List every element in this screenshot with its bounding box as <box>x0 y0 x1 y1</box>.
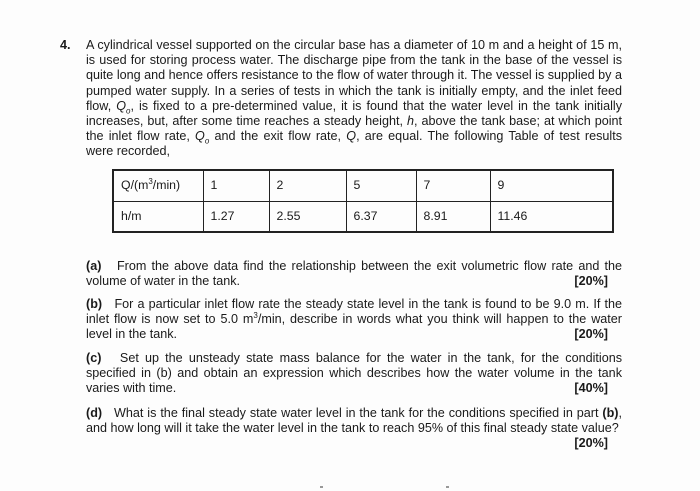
part-a <box>86 259 622 289</box>
table-cell: 7 <box>416 170 490 201</box>
row-label-flow: $Q/(m^3/\min)$ <box>113 170 203 201</box>
part-d-label: (d) <box>86 406 103 420</box>
test-results-table <box>112 169 614 233</box>
page-mark <box>320 486 323 488</box>
table-cell: 1.27 <box>203 201 269 232</box>
question-number: 4. <box>60 38 71 52</box>
table-cell: 2 <box>269 170 346 201</box>
question-intro: A cylindrical vessel supported on the circular base has a diameter of 10 m and a height of 15 m, is used for storing process water. The discharge pipe from the tank in the base of the vessel is quite long and hence offers resistance to the flow of water through it. The vessel is supplied by a pumped water supply. In a series of tests in which the tank is initially empty, and the inlet feed flow, $Q_o$, is fixed to a pre-determined value, it is found that the water level in the tank initially increases, but, after some time reaches a steady height, h, above the tank base; at which point the inlet flow rate, $Q_o$ and the exit flow rate, Q, are equal. The following Table of test results were recorded, <box>86 38 623 159</box>
part-c-label: (c) <box>86 351 102 365</box>
table-cell: 5 <box>346 170 416 201</box>
part-b-marks: [20%] <box>574 327 608 342</box>
part-c <box>86 351 622 397</box>
table-cell: 1 <box>203 170 269 201</box>
part-a-text: From the above data find the relationship between the exit volumetric flow rate and the volume of water in the tank. <box>86 259 623 289</box>
part-b-label: (b) <box>86 297 103 311</box>
part-c-marks: [40%] <box>574 381 608 396</box>
inlet-flow-symbol-2: $Q_o$ <box>195 129 210 146</box>
table-cell: 2.55 <box>269 201 346 232</box>
part-d-marks: [20%] <box>574 436 608 451</box>
part-c-text: Set up the unsteady state mass balance for the water in the tank, for the conditions specified in (b) and obtain an expression which describes how the water volume in the tank varies with time. <box>86 351 623 396</box>
part-b-text: For a particular inlet flow rate the steady state level in the tank is found to be 9.0 m. If the inlet flow is now set to 5.0 $m^3/\min$, describe in words what you think will happen to the water level in the tank. <box>86 297 622 342</box>
inlet-flow-symbol: $Q_o$ <box>116 98 131 116</box>
row-label-height: h/m <box>113 201 203 232</box>
table-cell: 9 <box>490 170 613 201</box>
part-a-label: (a) <box>86 259 102 273</box>
part-a-marks: [20%] <box>574 274 608 289</box>
height-symbol: h <box>407 114 415 129</box>
table-cell: 11.46 <box>490 201 613 232</box>
part-d-text: What is the final steady state water level in the tank for the conditions specified in part (b), and how long will it take the water level in the tank to reach 95% of this final steady state value? <box>86 406 623 436</box>
table-row-flow <box>113 170 613 201</box>
table-cell: 6.37 <box>346 201 416 232</box>
exit-flow-symbol: Q <box>346 129 357 144</box>
table-cell: 8.91 <box>416 201 490 232</box>
page-mark <box>446 486 449 488</box>
part-b <box>86 297 622 343</box>
part-d <box>86 406 622 452</box>
table-row-height <box>113 201 613 232</box>
